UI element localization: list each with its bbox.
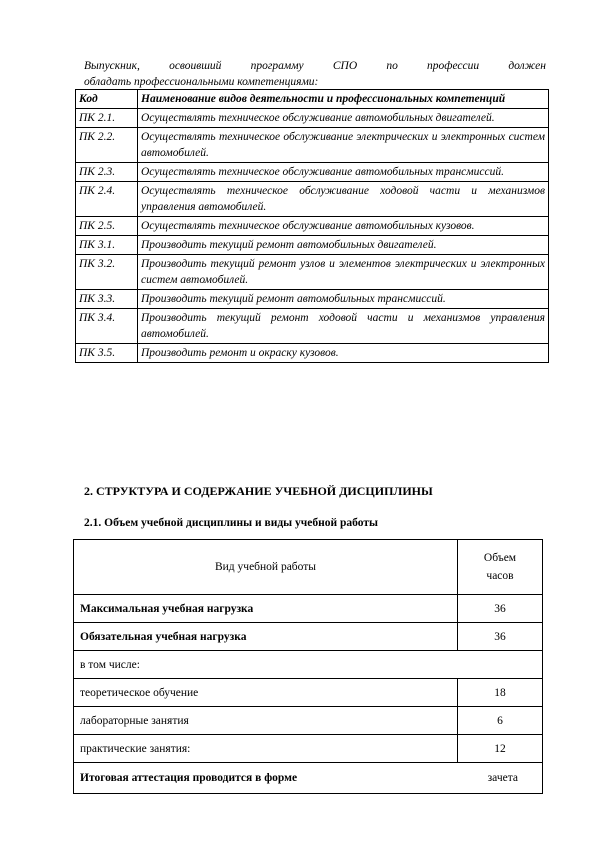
competency-text: Осуществлять техническое обслуживание автомобильных двигателей. — [138, 109, 549, 128]
competency-row — [76, 128, 549, 163]
volume-row — [74, 735, 543, 763]
competency-row — [76, 217, 549, 236]
intro-line-1: Выпускник, освоивший программу СПО по профессии должен — [84, 60, 546, 72]
intro-line-2: обладать профессиональными компетенциями: — [84, 76, 319, 88]
competency-text: Производить текущий ремонт автомобильных трансмиссий. — [138, 290, 549, 309]
competency-row — [76, 236, 549, 255]
competency-code: ПК 2.2. — [76, 128, 138, 163]
competency-text: Производить текущий ремонт узлов и элементов электрических и электронных систем автомобилей. — [138, 255, 549, 290]
competency-code: ПК 3.5. — [76, 344, 138, 363]
competency-code: ПК 3.1. — [76, 236, 138, 255]
volume-value: 18 — [458, 679, 543, 707]
competency-row — [76, 255, 549, 290]
volume-row — [74, 707, 543, 735]
volume-label: лабораторные занятия — [74, 707, 458, 735]
intro-paragraph — [84, 58, 546, 90]
header-code: Код — [76, 90, 138, 109]
competency-row — [76, 163, 549, 182]
header-hours-line2: часов — [486, 570, 514, 582]
subsection-title: 2.1. Объем учебной дисциплины и виды учебной работы — [84, 517, 378, 529]
competency-text: Производить текущий ремонт автомобильных двигателей. — [138, 236, 549, 255]
volume-row — [74, 595, 543, 623]
competency-code: ПК 3.3. — [76, 290, 138, 309]
competencies-header-row — [76, 90, 549, 109]
competency-code: ПК 2.1. — [76, 109, 138, 128]
volume-label: Обязательная учебная нагрузка — [74, 623, 458, 651]
competency-row — [76, 290, 549, 309]
competency-code: ПК 2.4. — [76, 182, 138, 217]
competency-text: Осуществлять техническое обслуживание автомобильных кузовов. — [138, 217, 549, 236]
header-kind: Вид учебной работы — [74, 540, 458, 595]
volume-label: в том числе: — [74, 651, 543, 679]
competencies-table — [75, 89, 549, 363]
competency-text: Осуществлять техническое обслуживание автомобильных трансмиссий. — [138, 163, 549, 182]
competency-text: Осуществлять техническое обслуживание электрических и электронных систем автомобилей. — [138, 128, 549, 163]
volume-label: теоретическое обучение — [74, 679, 458, 707]
competency-row — [76, 344, 549, 363]
volume-value: 36 — [458, 623, 543, 651]
competency-row — [76, 309, 549, 344]
volume-row — [74, 651, 543, 679]
volume-row — [74, 623, 543, 651]
volume-value: 12 — [458, 735, 543, 763]
competency-code: ПК 2.3. — [76, 163, 138, 182]
header-hours-line1: Объем — [483, 552, 517, 564]
competency-text: Осуществлять техническое обслуживание ходовой части и механизмов управления автомобилей. — [138, 182, 549, 217]
volume-label: Максимальная учебная нагрузка — [74, 595, 458, 623]
final-attestation-cell — [74, 763, 543, 794]
volume-value: 6 — [458, 707, 543, 735]
competency-text: Производить текущий ремонт ходовой части и механизмов управления автомобилей. — [138, 309, 549, 344]
competency-code: ПК 3.2. — [76, 255, 138, 290]
volume-label: практические занятия: — [74, 735, 458, 763]
competency-row — [76, 182, 549, 217]
volume-row — [74, 679, 543, 707]
competency-row — [76, 109, 549, 128]
final-attestation-label: Итоговая аттестация проводится в форме — [80, 772, 298, 784]
volume-header-row — [74, 540, 543, 595]
final-attestation-value: зачета — [487, 772, 518, 784]
volume-table — [73, 539, 543, 794]
section-title: 2. СТРУКТУРА И СОДЕРЖАНИЕ УЧЕБНОЙ ДИСЦИПЛИНЫ — [84, 484, 433, 498]
competency-code: ПК 3.4. — [76, 309, 138, 344]
competency-code: ПК 2.5. — [76, 217, 138, 236]
header-name: Наименование видов деятельности и профессиональных компетенций — [138, 90, 549, 109]
competency-text: Производить ремонт и окраску кузовов. — [138, 344, 549, 363]
volume-value: 36 — [458, 595, 543, 623]
header-hours — [458, 540, 543, 595]
final-attestation-row — [74, 763, 543, 794]
